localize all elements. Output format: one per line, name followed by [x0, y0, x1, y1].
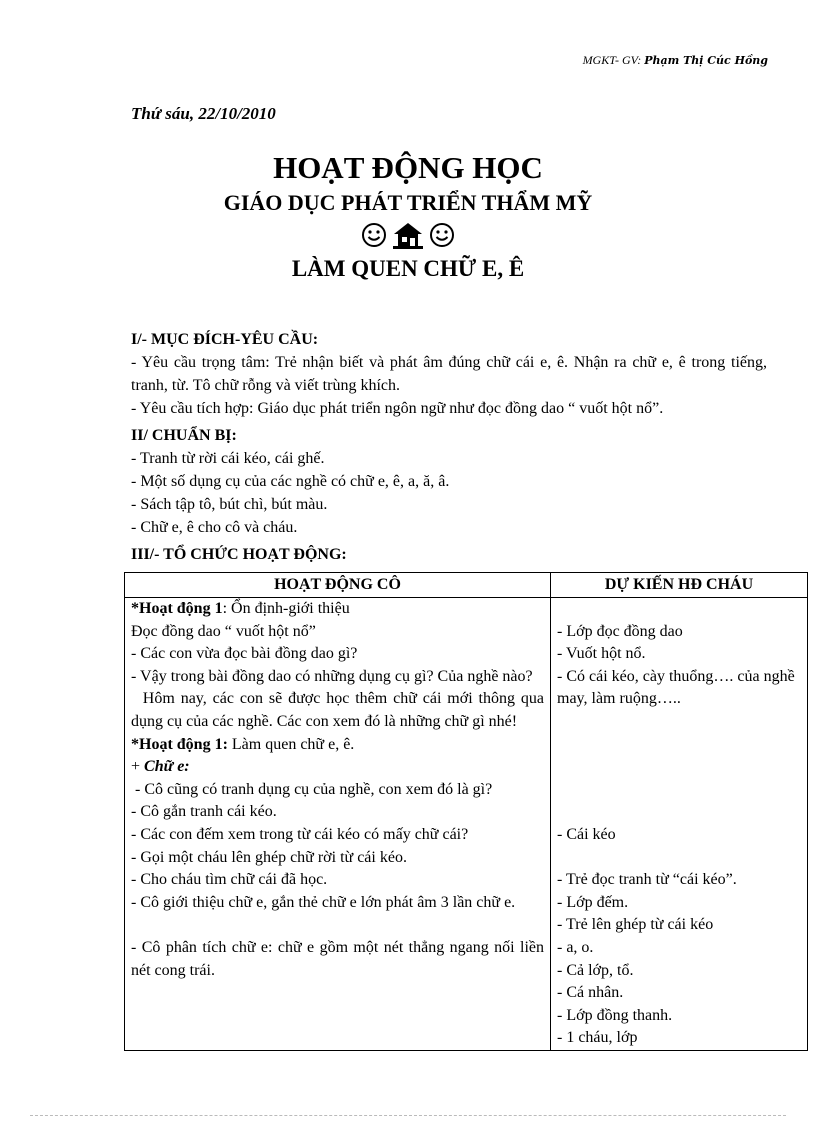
decor-icons	[0, 220, 816, 250]
teacher-activity-line: - Cô giới thiệu chữ e, gắn thẻ chữ e lớn phát âm 3 lần chữ e.	[131, 893, 516, 911]
teacher-activity-line: - Các con vừa đọc bài đồng dao gì?	[131, 645, 358, 663]
activity-label: +	[131, 758, 145, 776]
child-activity-line: - Cá nhân.	[557, 984, 624, 1002]
page-title: HOẠT ĐỘNG HỌC	[273, 150, 543, 185]
child-activity-line: - 1 cháu, lớp	[557, 1029, 638, 1047]
spacer	[557, 801, 801, 824]
activity-table	[124, 572, 808, 1051]
child-activity-line: - a, o.	[557, 938, 594, 956]
child-activity-line: - Trẻ lên ghép từ cái kéo	[557, 916, 714, 934]
section-heading: II/ CHUẨN BỊ:	[131, 427, 237, 444]
column-header: DỰ KIẾN HĐ CHÁU	[551, 573, 808, 598]
activity-label: *Hoạt động 1	[131, 600, 223, 617]
smiley-icon	[429, 222, 455, 248]
header-note	[583, 53, 768, 68]
lesson-date: Thứ sáu, 22/10/2010	[131, 104, 276, 123]
teacher-activity-line	[131, 756, 544, 779]
teacher-activity-cell	[125, 598, 551, 1051]
spacer	[557, 734, 801, 757]
section-line: - Chữ e, ê cho cô và cháu.	[131, 519, 298, 536]
activity-text: : Ổn định-giới thiệu	[222, 600, 350, 617]
subject-title: GIÁO DỤC PHÁT TRIỂN THẨM MỸ	[223, 190, 593, 215]
section-line: - Yêu cầu tích hợp: Giáo dục phát triển ngôn ngữ như đọc đồng dao “ vuốt hột nổ”.	[131, 400, 664, 417]
activity-text: Chữ e:	[144, 758, 190, 776]
spacer	[557, 756, 801, 779]
spacer	[557, 711, 801, 734]
page-bottom-rule	[30, 1115, 786, 1116]
teacher-activity-line: - Vậy trong bài đồng dao có những dụng cụ gì? Của nghề nào?	[131, 667, 533, 685]
section-line: - Tranh từ rời cái kéo, cái ghế.	[131, 450, 325, 467]
teacher-activity-line: - Gọi một cháu lên ghép chữ rời từ cái kéo.	[131, 848, 407, 866]
section-heading: I/- MỤC ĐÍCH-YÊU CẦU:	[131, 331, 319, 348]
activity-text: Làm quen chữ e, ê.	[227, 735, 355, 753]
smiley-icon	[361, 222, 387, 248]
child-activity-line: - Có cái kéo, cày thuổng…. của nghề may, làm ruộng…..	[557, 667, 799, 708]
teacher-activity-line: - Cô gắn tranh cái kéo.	[131, 803, 277, 821]
child-activity-line: - Lớp đọc đồng dao	[557, 622, 683, 640]
teacher-activity-line	[131, 734, 544, 757]
spacer	[557, 779, 801, 802]
section-heading: III/- TỔ CHỨC HOẠT ĐỘNG:	[131, 546, 347, 563]
child-activity-line: - Vuốt hột nổ.	[557, 645, 646, 663]
topic-title: LÀM QUEN CHỮ E, Ê	[291, 256, 525, 281]
teacher-activity-line: - Cô cũng có tranh dụng cụ của nghề, con xem đó là gì?	[131, 780, 493, 798]
table-row	[125, 598, 808, 1051]
spacer	[557, 847, 801, 870]
teacher-activity-line	[131, 598, 544, 621]
teacher-activity-line: Hôm nay, các con sẽ được học thêm chữ cái mới thông qua dụng cụ của các nghề. Các con xem đó là những chữ gì nhé!	[131, 690, 548, 730]
lesson-content	[131, 328, 799, 1051]
table-header-row	[125, 573, 808, 598]
activity-label: *Hoạt động 1:	[131, 735, 228, 753]
spacer	[131, 914, 544, 937]
section-line: - Một số dụng cụ của các nghề có chữ e, ê, a, ă, â.	[131, 473, 450, 490]
column-header: HOẠT ĐỘNG CÔ	[125, 573, 551, 598]
teacher-activity-line: - Cô phân tích chữ e: chữ e gồm một nét thẳng ngang nối liền nét cong trái.	[131, 938, 548, 979]
title-block	[0, 148, 816, 286]
header-label: MGKT- GV:	[582, 53, 642, 67]
section-line: - Sách tập tô, bút chì, bút màu.	[131, 496, 328, 513]
child-activity-line: - Trẻ đọc tranh từ “cái kéo”.	[557, 871, 737, 889]
house-icon	[391, 221, 425, 249]
teacher-activity-line: - Các con đếm xem trong từ cái kéo có mấy chữ cái?	[131, 825, 469, 843]
spacer	[557, 598, 801, 621]
child-activity-cell	[551, 598, 808, 1051]
child-activity-line: - Cái kéo	[557, 825, 616, 843]
teacher-activity-line: Đọc đồng dao “ vuốt hột nổ”	[131, 622, 316, 640]
teacher-activity-line: - Cho cháu tìm chữ cái đã học.	[131, 871, 328, 889]
child-activity-line: - Lớp đồng thanh.	[557, 1006, 673, 1024]
child-activity-line: - Cả lớp, tổ.	[557, 961, 634, 979]
teacher-name: Phạm Thị Cúc Hồng	[644, 54, 768, 67]
child-activity-line: - Lớp đếm.	[557, 893, 629, 911]
section-line: - Yêu cầu trọng tâm: Trẻ nhận biết và phát âm đúng chữ cái e, ê. Nhận ra chữ e, ê trong tiếng, tranh, từ. Tô chữ rỗng và viết trùng khích.	[131, 354, 767, 394]
